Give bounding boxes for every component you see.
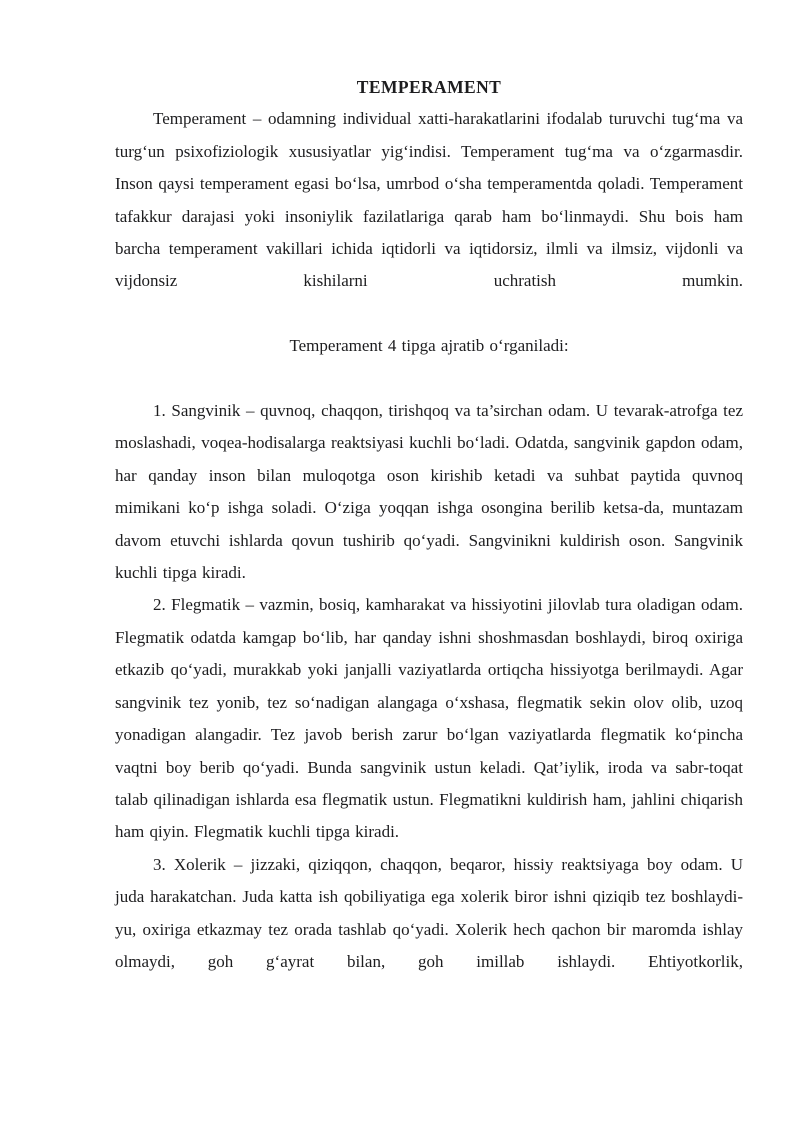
section-subtitle: Temperament 4 tipga ajratib oʻrganiladi: — [289, 336, 569, 356]
flegmatik-paragraph: 2. Flegmatik – vazmin, bosiq, kamharakat va hissiyotini jilovlab tura oladigan odam. Flegmatik odatda kamgap boʻlib, har qanday ishni shoshmasdan boshlaydi, biroq oxiriga etkazib qoʻyadi, murakkab yoki janjalli vaziyatlarda ortiqcha hissiyotga berilmaydi. Agar sangvinik tez yonib, tez soʻnadigan alangaga oʻxshasa, flegmatik sekin olov olib, uzoq yonadigan alangadir. Tez javob berish zarur boʻlgan vaziyatlarda flegmatik koʻpincha vaqtni boy berib qoʻyadi. Bunda sangvinik ustun keladi. Qat’iylik, iroda va sabr-toqat talab qilinadigan ishlarda esa flegmatik ustun. Flegmatikni kuldirish ham, jahlini chiqarish ham qiyin. Flegmatik kuchli tipga kiradi. — [115, 595, 743, 842]
sangvinik-paragraph: 1. Sangvinik – quvnoq, chaqqon, tirishqoq va ta’sirchan odam. U tevarak-atrofga tez moslashadi, voqea-hodisalarga reaktsiyasi kuchli boʻladi. Odatda, sangvinik gapdon odam, har qanday inson bilan muloqotga oson kirishib ketadi va suhbat paytida quvnoq mimikani koʻp ishga soladi. Oʻziga yoqqan ishga osongina berilib ketsa-da, muntazam davom etuvchi ishlarda qovun tushirib qoʻyadi. Sangvinikni kuldirish oson. Sangvinik kuchli tipga kiradi. — [115, 401, 743, 583]
intro-paragraph: Temperament – odamning individual xatti-harakatlarini ifodalab turuvchi tugʻma va turgʻun psixofiziologik xususiyatlar yigʻindisi. Temperament tugʻma va oʻzgarmasdir. Inson qaysi temperament egasi boʻlsa, umrbod oʻsha temperamentda qoladi. Temperament tafakkur darajasi yoki insoniylik fazilatlariga qarab ham boʻlinmaydi. Shu bois ham barcha temperament vakillari ichida iqtidorli va iqtidorsiz, ilmli va ilmsiz, vijdonli va vijdonsiz kishilarni uchratish mumkin. — [115, 109, 743, 291]
xolerik-paragraph: 3. Xolerik – jizzaki, qiziqqon, chaqqon, beqaror, hissiy reaktsiyaga boy odam. U juda harakatchan. Juda katta ish qobiliyatiga ega xolerik biror ishni qiziqib tez boshlaydi-yu, oxiriga etkazmay tez orada tashlab qoʻyadi. Xolerik hech qachon bir maromda ishlay olmaydi, goh gʻayrat bilan, goh imillab ishlaydi. Ehtiyotkorlik, — [115, 854, 743, 971]
document-title: TEMPERAMENT — [356, 77, 502, 97]
